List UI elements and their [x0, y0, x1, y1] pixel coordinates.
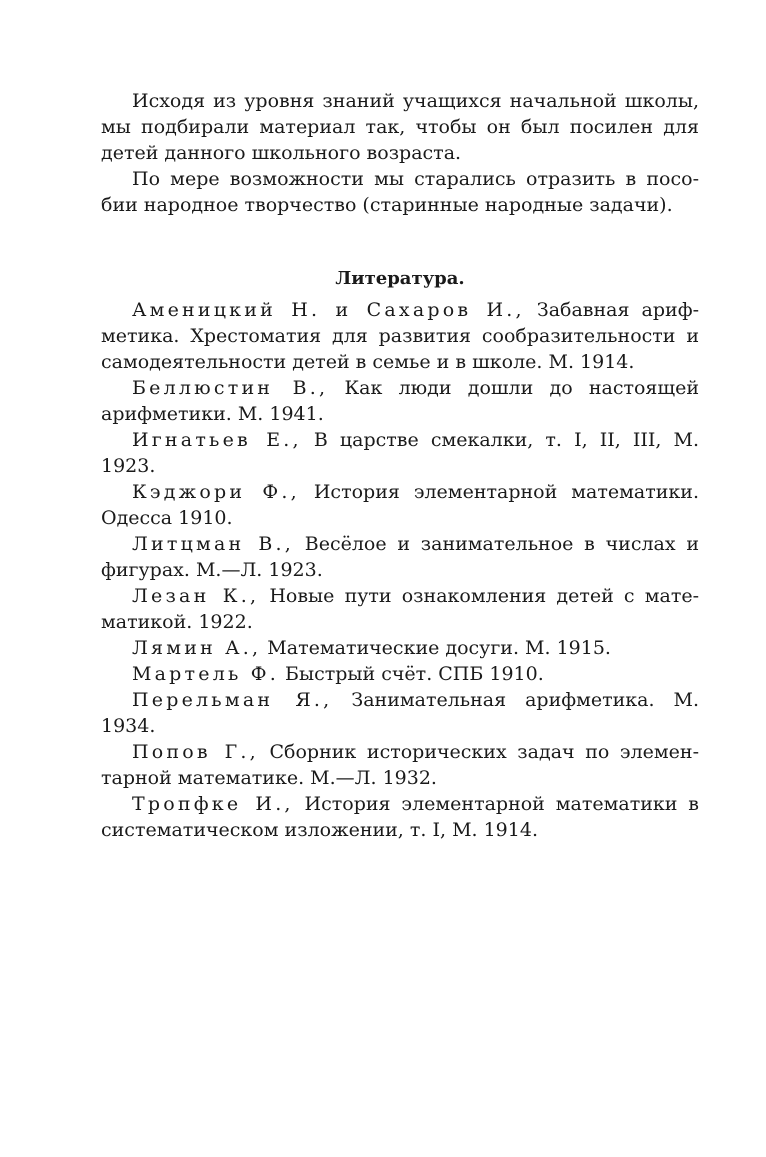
reference-author: Кэджори Ф.,	[132, 481, 300, 503]
reference-item	[101, 375, 699, 427]
reference-text: Новые пути ознакомления детей с математикой. 1922.	[101, 585, 699, 633]
reference-author: Перельман Я.,	[132, 689, 333, 711]
intro-section	[101, 88, 699, 218]
reference-text: Как люди дошли до настоящей арифметики. М. 1941.	[101, 377, 699, 425]
reference-author: Аменицкий Н. и Сахаров И.,	[132, 299, 525, 321]
reference-item	[101, 661, 699, 687]
intro-paragraph: По мере возможности мы старались отразить в пособии народное творчество (старинные народные задачи).	[101, 168, 699, 216]
reference-item	[101, 583, 699, 635]
reference-text: История элементарной математики в систематическом изложении, т. I, М. 1914.	[101, 793, 699, 841]
reference-author: Лезан К.,	[132, 585, 260, 607]
reference-text: Сборник исторических задач по элементарной математике. М.—Л. 1932.	[101, 741, 699, 789]
reference-author: Литцман В.,	[132, 533, 295, 555]
reference-item	[101, 297, 699, 375]
reference-author: Тропфке И.,	[132, 793, 294, 815]
intro-paragraph: Исходя из уровня знаний учащихся начальной школы, мы подбирали материал так, чтобы он был посилен для детей данного школьного возраста.	[101, 90, 699, 164]
reference-text: Весёлое и занимательное в числах и фигурах. М.—Л. 1923.	[101, 533, 699, 581]
reference-author: Лямин А.,	[132, 637, 262, 659]
reference-item	[101, 635, 699, 661]
page	[101, 88, 699, 843]
reference-item	[101, 687, 699, 739]
reference-author: Игнатьев Е.,	[132, 429, 302, 451]
reference-text: В царстве смекалки, т. I, II, III, М. 1923.	[101, 429, 700, 477]
reference-item	[101, 531, 699, 583]
reference-item	[101, 479, 699, 531]
reference-item	[101, 739, 699, 791]
literature-heading: Литература.	[335, 268, 465, 289]
reference-author: Мартель Ф.	[132, 663, 279, 685]
reference-item	[101, 791, 699, 843]
reference-author: Попов Г.,	[132, 741, 259, 763]
reference-text: Быстрый счёт. СПБ 1910.	[278, 663, 544, 685]
reference-author: Беллюстин В.,	[132, 377, 329, 399]
reference-text: История элементарной математики. Одесса 1910.	[101, 481, 699, 529]
reference-item	[101, 427, 699, 479]
reference-text: Забавная арифметика. Хрестоматия для развития сообразительности и самодеятельности детей в семье и в школе. М. 1914.	[101, 299, 699, 373]
reference-text: Математические досуги. М. 1915.	[261, 637, 611, 659]
reference-text: Занимательная арифметика. М. 1934.	[101, 689, 700, 737]
reference-list	[101, 297, 699, 843]
